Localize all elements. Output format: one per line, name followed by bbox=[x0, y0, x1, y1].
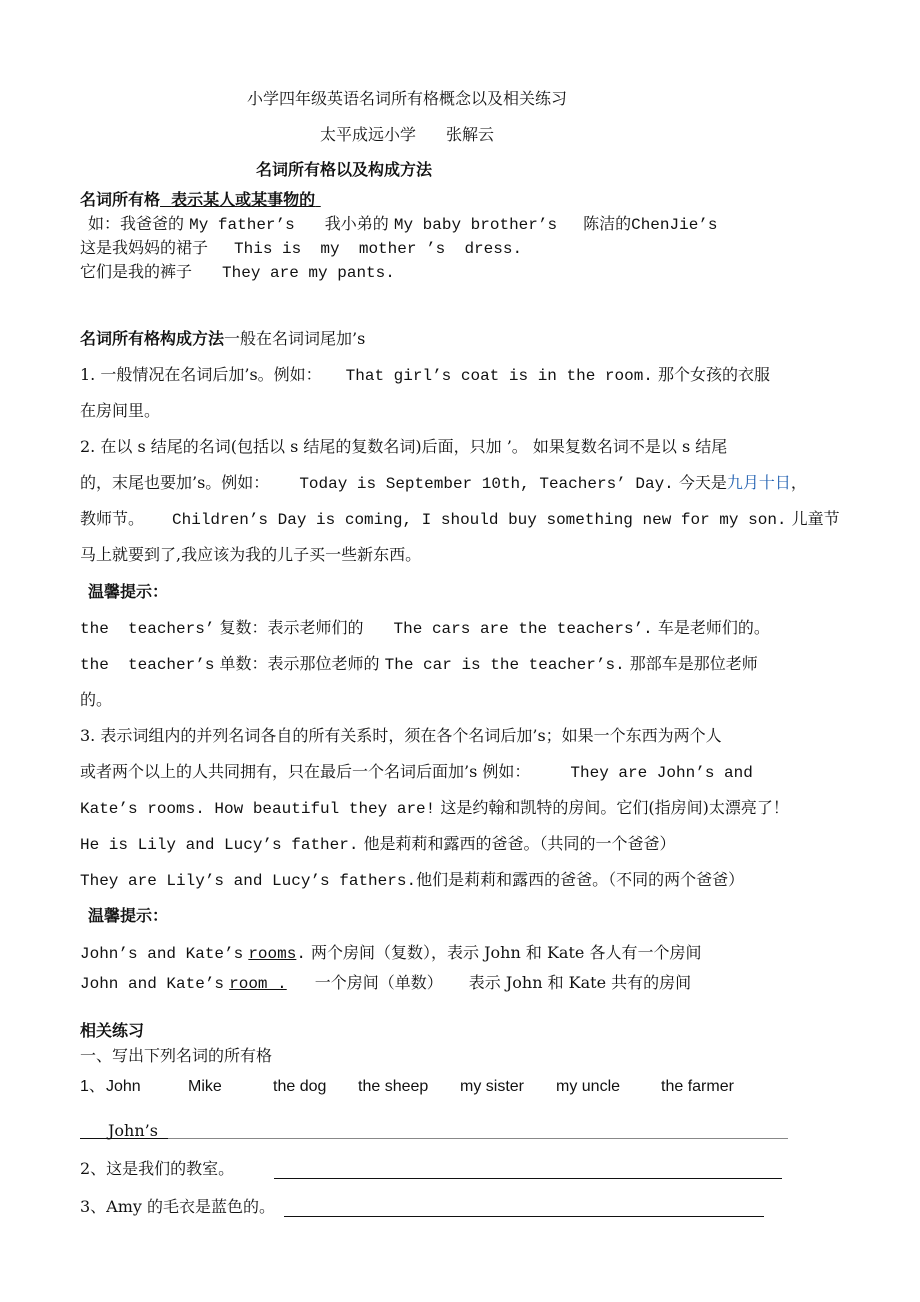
rule-3-line-d bbox=[80, 833, 676, 856]
rule-example-en: They are John’s and bbox=[570, 764, 753, 782]
example-cn: 如：我爸爸的 bbox=[88, 214, 185, 233]
example-en: My father’s bbox=[189, 216, 295, 234]
rule-text: 1. 一般情况在名词后加’s。例如： bbox=[80, 365, 322, 384]
tip-label: 温馨提示： bbox=[88, 906, 169, 925]
tip-en: the teachers’ bbox=[80, 620, 215, 638]
rule-3-line-b bbox=[80, 761, 753, 784]
rule-text: 这是约翰和凯特的房间。它们(指房间)太漂亮了！ bbox=[440, 798, 789, 817]
rule-text: 他们是莉莉和露西的爸爸。（不同的两个爸爸） bbox=[416, 870, 745, 889]
example-cn: 陈洁的 bbox=[583, 214, 632, 233]
question-number: 1、 bbox=[80, 1078, 105, 1095]
rule-2-line-d: 马上就要到了,我应该为我的儿子买一些新东西。 bbox=[80, 545, 422, 564]
rule-text: 那个女孩的衣服 bbox=[658, 365, 771, 384]
rule-example-en: Children’s Day is coming, I should buy something new for my son. bbox=[172, 511, 787, 529]
example-en: This is my mother ’s dress. bbox=[234, 240, 523, 258]
rule-text: 或者两个以上的人共同拥有，只在最后一个名词后面加’s 例如： bbox=[80, 762, 531, 781]
author-line bbox=[320, 124, 494, 146]
tip-label: 温馨提示： bbox=[88, 582, 169, 601]
rule-text: 今天是 bbox=[678, 473, 727, 492]
example-en: They are my pants. bbox=[222, 264, 395, 282]
rule-3-line-e bbox=[80, 869, 744, 892]
question-3: 3、Amy 的毛衣是蓝色的。 bbox=[80, 1197, 276, 1216]
rule-3-line-a: 3. 表示词组内的并列名词各自的所有关系时，须在各个名词后加’s；如果一个东西为两个人 bbox=[80, 726, 722, 745]
noun-word: Mike bbox=[188, 1078, 222, 1095]
section-heading: 名词所有格以及构成方法 bbox=[256, 160, 433, 179]
example-cn: 我小弟的 bbox=[324, 214, 389, 233]
example-cn: 这是我妈妈的裙子 bbox=[80, 238, 209, 257]
tip-cn: 单数：表示那位老师的 bbox=[219, 654, 380, 673]
tip-cn: 那部车是那位老师 bbox=[629, 654, 758, 673]
tip-1-line-1 bbox=[80, 617, 770, 640]
question-2: 2、这是我们的教室。 bbox=[80, 1159, 235, 1178]
tip-en: . bbox=[296, 945, 306, 963]
formation-heading-label: 名词所有格构成方法 bbox=[80, 329, 225, 348]
rule-3-line-c bbox=[80, 797, 789, 820]
noun-word: the sheep bbox=[358, 1078, 429, 1095]
tip-en: John and Kate’s bbox=[80, 975, 225, 993]
formation-heading-rest: 一般在名词词尾加’s bbox=[224, 329, 366, 348]
example-line-1 bbox=[88, 213, 718, 236]
rule-example-en: They are Lily’s and Lucy’s fathers. bbox=[80, 872, 417, 890]
example-en: ChenJie’s bbox=[631, 216, 718, 234]
tip-2-line-1 bbox=[80, 942, 701, 965]
rule-2-line-a: 2. 在以 s 结尾的名词(包括以 s 结尾的复数名词)后面，只加 ’。 如果复数名词不是以 s 结尾 bbox=[80, 437, 728, 456]
tip-en: the teacher’s bbox=[80, 656, 215, 674]
answer-line[interactable] bbox=[80, 1138, 788, 1139]
definition-line bbox=[80, 189, 321, 211]
noun-word: my uncle bbox=[556, 1078, 621, 1095]
exercise-part-1: 一、写出下列名词的所有格 bbox=[80, 1046, 273, 1065]
rule-text: 教师节。 bbox=[80, 509, 145, 528]
definition-text: 表示某人或某事物的 bbox=[171, 190, 316, 209]
formation-heading bbox=[80, 328, 365, 350]
tip-1-line-2 bbox=[80, 653, 758, 676]
example-line-2 bbox=[80, 237, 522, 260]
rule-text: 的，末尾也要加’s。例如： bbox=[80, 473, 270, 492]
author-name: 张解云 bbox=[446, 125, 495, 144]
example-cn: 它们是我的裤子 bbox=[80, 262, 193, 281]
tip-cn: 表示 John 和 Kate 共有的房间 bbox=[468, 973, 692, 992]
example-en: My baby brother’s bbox=[393, 216, 558, 234]
rule-example-en: That girl’s coat is in the room. bbox=[345, 367, 653, 385]
noun-word: my sister bbox=[460, 1078, 524, 1095]
rule-example-en: Kate’s rooms. How beautiful they are! bbox=[80, 800, 436, 818]
rule-2-line-b bbox=[80, 472, 807, 495]
tip-en: John’s and Kate’s bbox=[80, 945, 244, 963]
highlighted-date: 九月十日 bbox=[726, 473, 791, 492]
tip-en-underlined: room . bbox=[229, 975, 287, 993]
rule-text: 儿童节 bbox=[791, 509, 840, 528]
tip-cn: 一个房间（单数） bbox=[314, 973, 443, 992]
rule-text: ， bbox=[790, 473, 807, 492]
tip-en-underlined: rooms bbox=[248, 945, 297, 963]
rule-2-line-c bbox=[80, 508, 840, 531]
definition-label: 名词所有格 bbox=[80, 190, 161, 209]
rule-example-en: He is Lily and Lucy’s father. bbox=[80, 836, 359, 854]
tip-en: The car is the teacher’s. bbox=[384, 656, 625, 674]
tip-1-line-3: 的。 bbox=[80, 690, 113, 709]
exercise-heading: 相关练习 bbox=[80, 1021, 145, 1040]
answer-underline bbox=[80, 1138, 168, 1139]
school-name: 太平成远小学 bbox=[320, 125, 417, 144]
rule-1-line-b: 在房间里。 bbox=[80, 401, 161, 420]
answer-line[interactable] bbox=[284, 1216, 764, 1217]
tip-cn: 两个房间（复数），表示 John 和 Kate 各人有一个房间 bbox=[311, 943, 702, 962]
rule-1-line-a bbox=[80, 364, 770, 387]
tip-2-line-2 bbox=[80, 972, 691, 995]
question-1-answer: John’s bbox=[108, 1121, 158, 1140]
tip-en: The cars are the teachers’. bbox=[393, 620, 653, 638]
rule-text: 他是莉莉和露西的爸爸。（共同的一个爸爸） bbox=[363, 834, 676, 853]
noun-word: the farmer bbox=[661, 1078, 734, 1095]
rule-example-en: Today is September 10th, Teachers’ Day. bbox=[299, 475, 674, 493]
example-line-3 bbox=[80, 261, 395, 284]
tip-cn: 复数：表示老师们的 bbox=[219, 618, 364, 637]
answer-line[interactable] bbox=[274, 1178, 782, 1179]
noun-word: John bbox=[106, 1078, 141, 1095]
noun-word: the dog bbox=[273, 1078, 327, 1095]
tip-cn: 车是老师们的。 bbox=[657, 618, 770, 637]
page-title: 小学四年级英语名词所有格概念以及相关练习 bbox=[247, 89, 568, 108]
